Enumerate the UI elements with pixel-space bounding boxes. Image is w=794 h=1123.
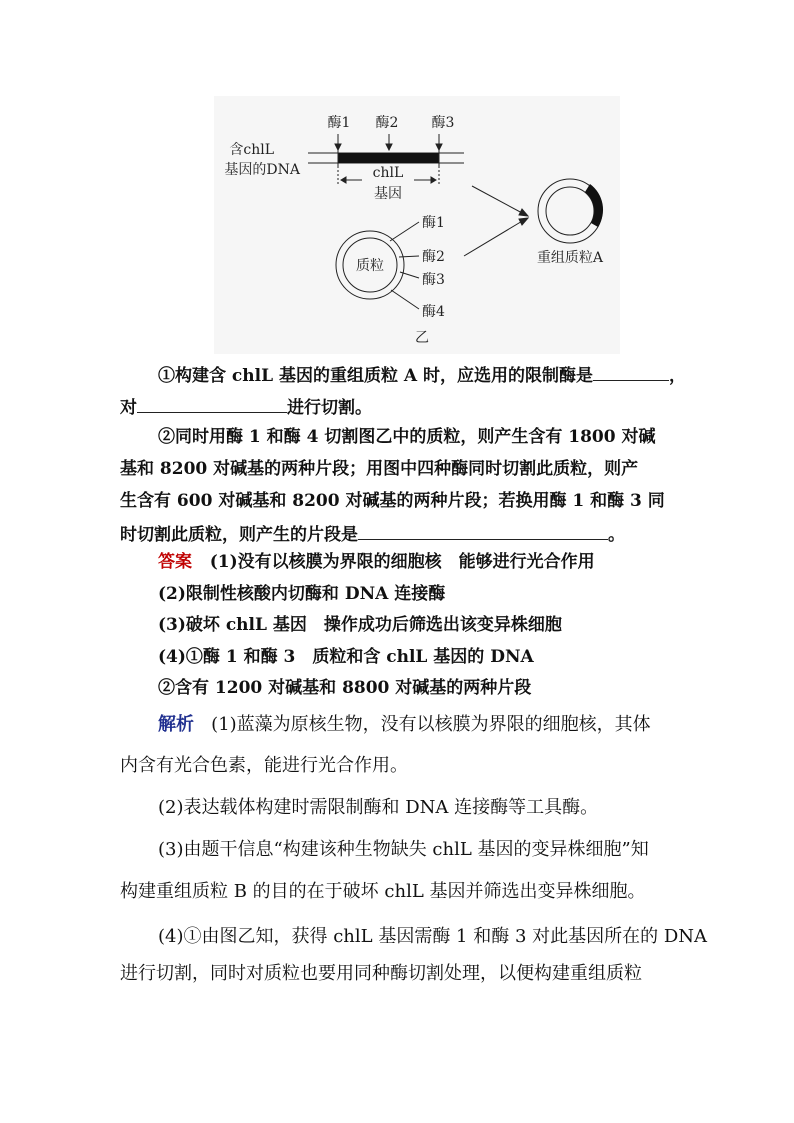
q2-end: 。 <box>608 525 625 545</box>
answer-blank-3 <box>358 525 608 540</box>
q1-text-3: 进行切割。 <box>287 398 372 418</box>
answer-line-1 <box>158 554 595 571</box>
analysis-p3-line1: (3)由题干信息“构建该种生物缺失 chlL 基因的变异株细胞”知 <box>158 839 649 860</box>
analysis-p2: (2)表达载体构建时需限制酶和 DNA 连接酶等工具酶。 <box>158 797 599 818</box>
dna-label-line2: 基因的DNA <box>224 162 300 178</box>
question-2-line3: 生含有 600 对碱基和 8200 对碱基的两种片段；若换用酶 1 和酶 3 同 <box>120 491 665 511</box>
q1-text: ①构建含 chlL 基因的重组质粒 A 时，应选用的限制酶是 <box>158 366 593 386</box>
diagram-svg <box>214 96 620 354</box>
plasmid-enzyme-3: 酶3 <box>422 272 445 288</box>
enzyme-2-label: 酶2 <box>375 115 399 131</box>
q2-text: 时切割此质粒，则产生的片段是 <box>120 525 358 545</box>
analysis-p1-text: (1)蓝藻为原核生物，没有以核膜为界限的细胞核，其体 <box>211 714 651 735</box>
analysis-p1-line2: 内含有光合色素，能进行光合作用。 <box>120 755 408 776</box>
question-2-line4 <box>120 525 625 544</box>
answer-line-3: (3)破坏 chlL 基因 操作成功后筛选出该变异株细胞 <box>158 615 562 635</box>
chll-gene-segment <box>338 153 439 163</box>
plasmid-enzyme-2: 酶2 <box>422 249 445 265</box>
analysis-p1-line1 <box>158 716 651 734</box>
question-1-line1 <box>158 366 686 385</box>
q1-text-2: 对 <box>120 398 137 418</box>
analysis-p4-line1: (4)①由图乙知，获得 chlL 基因需酶 1 和酶 3 对此基因所在的 DNA <box>158 926 708 947</box>
answer-line-2: (2)限制性核酸内切酶和 DNA 连接酶 <box>158 584 446 604</box>
dna-label-line1: 含chlL <box>229 142 274 158</box>
question-2-line2: 基和 8200 对碱基的两种片段；用图中四种酶同时切割此质粒，则产 <box>120 459 639 479</box>
analysis-label: 解析 <box>158 714 194 735</box>
analysis-p3-line2: 构建重组质粒 B 的目的在于破坏 chlL 基因并筛选出变异株细胞。 <box>120 881 646 902</box>
plasmid-enzyme-4: 酶4 <box>422 304 445 320</box>
figure-caption: 乙 <box>415 330 429 346</box>
answer-blank-1 <box>593 366 669 381</box>
answer-label: 答案 <box>158 552 192 572</box>
recombinant-label: 重组质粒A <box>536 250 604 266</box>
diagram-figure <box>214 96 620 354</box>
plasmid-label: 质粒 <box>356 258 384 274</box>
gene-label-line1: chlL <box>372 165 404 181</box>
figure-background <box>214 96 620 354</box>
answer-blank-2 <box>137 398 287 413</box>
answer-item-1: (1)没有以核膜为界限的细胞核 能够进行光合作用 <box>209 552 595 572</box>
question-2-line1: ②同时用酶 1 和酶 4 切割图乙中的质粒，则产生含有 1800 对碱 <box>158 427 656 447</box>
answer-line-4: (4)①酶 1 和酶 3 质粒和含 chlL 基因的 DNA <box>158 647 534 667</box>
plasmid-enzyme-1: 酶1 <box>422 215 445 231</box>
answer-line-5: ②含有 1200 对碱基和 8800 对碱基的两种片段 <box>158 678 532 698</box>
enzyme-1-label: 酶1 <box>327 115 351 131</box>
question-1-line2 <box>120 398 372 417</box>
gene-label-line2: 基因 <box>374 186 402 202</box>
analysis-p4-line2: 进行切割，同时对质粒也要用同种酶切割处理，以便构建重组质粒 <box>120 963 642 984</box>
enzyme-3-label: 酶3 <box>431 115 455 131</box>
q1-comma: ， <box>669 366 686 386</box>
